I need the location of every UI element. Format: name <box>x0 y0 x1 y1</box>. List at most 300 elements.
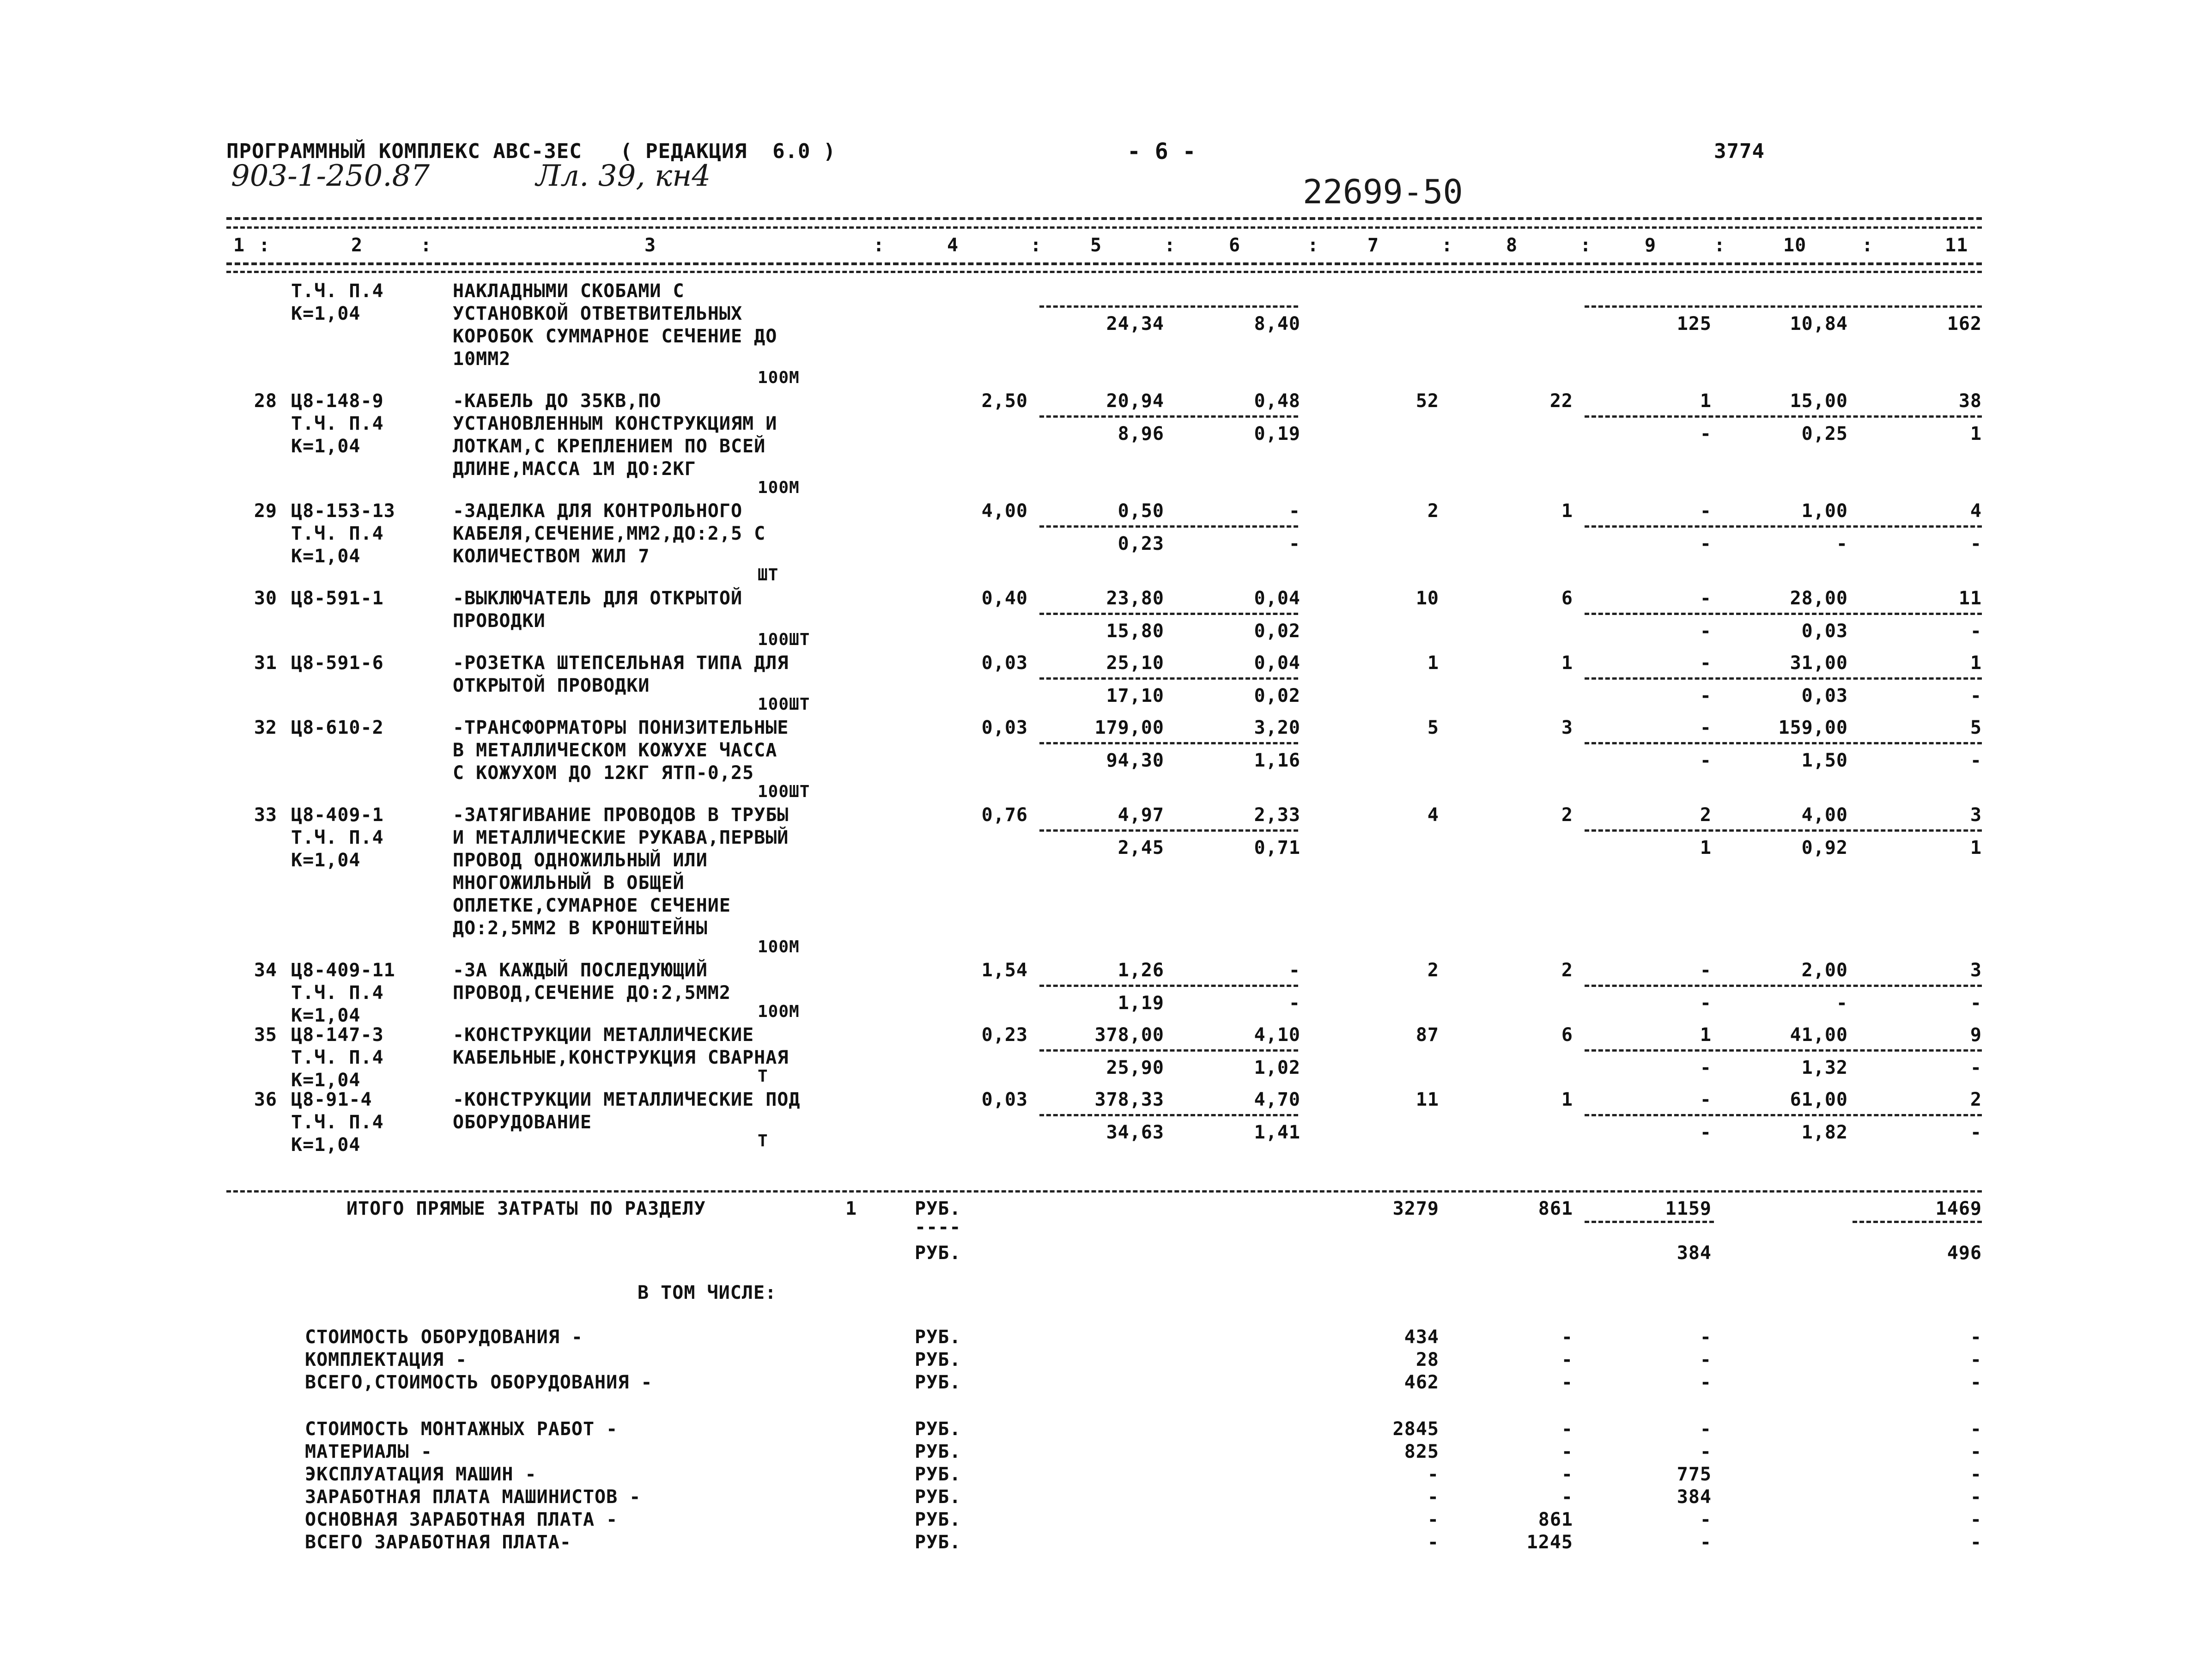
summary-c7: - <box>1427 1532 1439 1553</box>
cell-c7: 2 <box>1427 960 1439 981</box>
totals-c9: 1159 <box>1665 1198 1712 1219</box>
totals-rule <box>226 1190 1982 1193</box>
totals-c9b: 384 <box>1677 1242 1712 1264</box>
summary-label: СТОИМОСТЬ ОБОРУДОВАНИЯ - <box>305 1327 583 1348</box>
column-header-9: 9 <box>1645 235 1657 256</box>
cell-rule <box>1585 305 1982 308</box>
summary-unit: РУБ. <box>915 1464 961 1485</box>
cell-c5b: 2,45 <box>1118 837 1164 858</box>
row-code: Ц8-147-3 <box>291 1024 384 1046</box>
cell-c6b: 0,02 <box>1254 621 1300 642</box>
row-unit: 100М <box>758 937 800 956</box>
cell-c5b: 15,80 <box>1106 621 1164 642</box>
cell-c8: 22 <box>1549 390 1573 412</box>
summary-unit: РУБ. <box>915 1486 961 1508</box>
cell-c9b: - <box>1700 992 1712 1014</box>
cell-rule <box>1585 677 1982 680</box>
cell-c8: 2 <box>1561 804 1573 826</box>
cell-c5: 4,97 <box>1118 804 1164 826</box>
cell-rule <box>1039 613 1298 615</box>
cell-c9: 1 <box>1700 1024 1712 1046</box>
summary-c11: - <box>1970 1532 1982 1553</box>
cell-rule <box>1585 415 1982 418</box>
cell-c9: 2 <box>1700 804 1712 826</box>
row-description: В МЕТАЛЛИЧЕСКОМ КОЖУХЕ ЧАССА <box>453 740 778 761</box>
row-code: Ц8-610-2 <box>291 717 384 738</box>
row-unit: 100М <box>758 1002 800 1021</box>
cell-qty: 1,54 <box>981 960 1028 981</box>
column-separator: : <box>259 235 271 256</box>
cell-c5: 179,00 <box>1094 717 1164 738</box>
cell-c8: 1 <box>1561 652 1573 674</box>
summary-c7: - <box>1427 1486 1439 1508</box>
cell-c7: 1 <box>1427 652 1439 674</box>
column-header-10: 10 <box>1783 235 1807 256</box>
summary-c7: 434 <box>1404 1327 1439 1348</box>
summary-c9: - <box>1700 1532 1712 1553</box>
cell-c9b: 1 <box>1700 837 1712 858</box>
row-description: ОБОРУДОВАНИЕ <box>453 1112 592 1133</box>
cell-c5: 1,26 <box>1118 960 1164 981</box>
cell-c6: 3,20 <box>1254 717 1300 738</box>
summary-c9: 384 <box>1677 1486 1712 1508</box>
summary-c8: - <box>1561 1486 1573 1508</box>
summary-c7: - <box>1427 1464 1439 1485</box>
totals-rule <box>1853 1221 1982 1223</box>
summary-label: МАТЕРИАЛЫ - <box>305 1441 432 1462</box>
cell-c9b: - <box>1700 423 1712 444</box>
cell-c9: - <box>1700 960 1712 981</box>
row-unit: Т <box>758 1132 768 1150</box>
summary-c9: - <box>1700 1327 1712 1348</box>
row-code: Т.Ч. П.4 <box>291 1112 384 1133</box>
cell-c5b: 25,90 <box>1106 1057 1164 1078</box>
cell-c10: 1,00 <box>1801 500 1848 522</box>
cell-c6: 0,04 <box>1254 588 1300 609</box>
cell-c10b: 0,03 <box>1801 685 1848 706</box>
row-description: ПРОВОД,СЕЧЕНИЕ ДО:2,5ММ2 <box>453 982 731 1004</box>
row-code: Ц8-409-11 <box>291 960 395 981</box>
cell-c10: 15,00 <box>1790 390 1848 412</box>
cell-c10b: 0,25 <box>1801 423 1848 444</box>
column-header-4: 4 <box>947 235 959 256</box>
cell-c11b: - <box>1970 750 1982 771</box>
summary-c9: - <box>1700 1509 1712 1530</box>
row-code: Ц8-153-13 <box>291 500 395 522</box>
row-description: КАБЕЛЯ,СЕЧЕНИЕ,ММ2,ДО:2,5 С <box>453 523 766 544</box>
summary-unit: РУБ. <box>915 1509 961 1530</box>
header-rule-top <box>226 217 1982 220</box>
row-unit: Т <box>758 1067 768 1086</box>
cell-c5: 378,00 <box>1094 1024 1164 1046</box>
row-unit: 100М <box>758 478 800 497</box>
column-separator: : <box>1714 235 1726 256</box>
cell-c6b: 1,41 <box>1254 1122 1300 1143</box>
cell-c5: 20,94 <box>1106 390 1164 412</box>
row-description: НАКЛАДНЫМИ СКОБАМИ С <box>453 280 685 302</box>
cell-c5b: 17,10 <box>1106 685 1164 706</box>
cell-c9: 1 <box>1700 390 1712 412</box>
header-rule-bottom-2 <box>226 271 1982 273</box>
row-code: Т.Ч. П.4 <box>291 413 384 434</box>
column-header-6: 6 <box>1229 235 1241 256</box>
row-code: К=1,04 <box>291 1134 361 1156</box>
row-code: Ц8-148-9 <box>291 390 384 412</box>
summary-c9: - <box>1700 1441 1712 1462</box>
cell-c9b: - <box>1700 533 1712 554</box>
cell-c9b: - <box>1700 750 1712 771</box>
program-title: ПРОГРАММНЫЙ КОМПЛЕКС АВС-ЗЕС ( РЕДАКЦИЯ 6.0 ) <box>226 140 836 163</box>
handwritten-inventory-number: 22699-50 <box>1303 172 1463 211</box>
summary-label: ВСЕГО ЗАРАБОТНАЯ ПЛАТА- <box>305 1532 571 1553</box>
cell-c6b: 1,02 <box>1254 1057 1300 1078</box>
row-description: ПРОВОДКИ <box>453 610 546 632</box>
cell-c11: 5 <box>1970 717 1982 738</box>
row-description: -КОНСТРУКЦИИ МЕТАЛЛИЧЕСКИЕ <box>453 1024 754 1046</box>
row-number: 34 <box>254 960 277 981</box>
row-description: ОТКРЫТОЙ ПРОВОДКИ <box>453 675 650 696</box>
row-description: ДЛИНЕ,МАССА 1М ДО:2КГ <box>453 458 696 480</box>
column-separator: : <box>1441 235 1453 256</box>
cell-c6: - <box>1288 500 1300 522</box>
cell-c11b: - <box>1970 621 1982 642</box>
summary-c11: - <box>1970 1327 1982 1348</box>
cell-c10b: 10,84 <box>1790 313 1848 335</box>
cell-rule <box>1585 829 1982 832</box>
row-code: К=1,04 <box>291 436 361 457</box>
summary-c9: - <box>1700 1349 1712 1370</box>
summary-unit: РУБ. <box>915 1372 961 1393</box>
summary-c11: - <box>1970 1441 1982 1462</box>
cell-c9b: - <box>1700 685 1712 706</box>
cell-c10: 4,00 <box>1801 804 1848 826</box>
cell-qty: 0,40 <box>981 588 1028 609</box>
cell-c6b: - <box>1288 992 1300 1014</box>
summary-c9: 775 <box>1677 1464 1712 1485</box>
row-number: 29 <box>254 500 277 522</box>
cell-c9: - <box>1700 1089 1712 1110</box>
including-label: В ТОМ ЧИСЛЕ: <box>638 1282 777 1303</box>
summary-label: ОСНОВНАЯ ЗАРАБОТНАЯ ПЛАТА - <box>305 1509 618 1530</box>
column-separator: : <box>420 235 432 256</box>
cell-c5: 378,33 <box>1094 1089 1164 1110</box>
row-number: 30 <box>254 588 277 609</box>
summary-unit: РУБ. <box>915 1327 961 1348</box>
summary-unit: РУБ. <box>915 1441 961 1462</box>
row-description: -ТРАНСФОРМАТОРЫ ПОНИЗИТЕЛЬНЫЕ <box>453 717 789 738</box>
cell-c6: - <box>1288 960 1300 981</box>
column-header-11: 11 <box>1945 235 1968 256</box>
header-rule-bottom <box>226 262 1982 265</box>
row-description: -ЗАТЯГИВАНИЕ ПРОВОДОВ В ТРУБЫ <box>453 804 789 826</box>
row-code: К=1,04 <box>291 303 361 324</box>
cell-c9b: - <box>1700 1122 1712 1143</box>
row-description: ОПЛЕТКЕ,СУМАРНОЕ СЕЧЕНИЕ <box>453 895 731 916</box>
row-description: И МЕТАЛЛИЧЕСКИЕ РУКАВА,ПЕРВЫЙ <box>453 827 789 848</box>
summary-label: ВСЕГО,СТОИМОСТЬ ОБОРУДОВАНИЯ - <box>305 1372 653 1393</box>
cell-qty: 2,50 <box>981 390 1028 412</box>
cell-c11b: - <box>1970 992 1982 1014</box>
summary-c7: 825 <box>1404 1441 1439 1462</box>
cell-c9b: - <box>1700 621 1712 642</box>
cell-c8: 1 <box>1561 500 1573 522</box>
cell-c7: 52 <box>1415 390 1439 412</box>
cell-c10: 61,00 <box>1790 1089 1848 1110</box>
cell-c9: - <box>1700 500 1712 522</box>
totals-unit: РУБ. <box>915 1198 961 1219</box>
cell-c10b: 1,82 <box>1801 1122 1848 1143</box>
cell-c5: 0,50 <box>1118 500 1164 522</box>
cell-rule <box>1585 1049 1982 1052</box>
totals-c7: 3279 <box>1392 1198 1439 1219</box>
row-code: Т.Ч. П.4 <box>291 982 384 1004</box>
row-code: Ц8-591-6 <box>291 652 384 674</box>
row-number: 36 <box>254 1089 277 1110</box>
row-description: -ЗАДЕЛКА ДЛЯ КОНТРОЛЬНОГО <box>453 500 743 522</box>
cell-c7: 2 <box>1427 500 1439 522</box>
cell-c5b: 24,34 <box>1106 313 1164 335</box>
summary-unit: РУБ. <box>915 1532 961 1553</box>
cell-c6b: - <box>1288 533 1300 554</box>
summary-c11: - <box>1970 1509 1982 1530</box>
handwritten-sheet-note: Лл. 39, кн4 <box>536 159 711 193</box>
row-description: -КОНСТРУКЦИИ МЕТАЛЛИЧЕСКИЕ ПОД <box>453 1089 801 1110</box>
cell-rule <box>1585 985 1982 987</box>
cell-c7: 10 <box>1415 588 1439 609</box>
row-description: КОЛИЧЕСТВОМ ЖИЛ 7 <box>453 546 650 567</box>
cell-rule <box>1039 525 1298 528</box>
summary-c8: - <box>1561 1418 1573 1440</box>
header-rule-top-2 <box>226 226 1982 229</box>
summary-label: СТОИМОСТЬ МОНТАЖНЫХ РАБОТ - <box>305 1418 618 1440</box>
cell-c10: 2,00 <box>1801 960 1848 981</box>
row-description: -ВЫКЛЮЧАТЕЛЬ ДЛЯ ОТКРЫТОЙ <box>453 588 743 609</box>
row-code: К=1,04 <box>291 850 361 871</box>
summary-c8: - <box>1561 1464 1573 1485</box>
row-code: К=1,04 <box>291 546 361 567</box>
cell-c11b: - <box>1970 685 1982 706</box>
row-code: Ц8-91-4 <box>291 1089 372 1110</box>
cell-c10: 41,00 <box>1790 1024 1848 1046</box>
summary-c8: 1245 <box>1526 1532 1573 1553</box>
cell-c5: 23,80 <box>1106 588 1164 609</box>
summary-c7: 2845 <box>1392 1418 1439 1440</box>
row-number: 28 <box>254 390 277 412</box>
cell-qty: 0,76 <box>981 804 1028 826</box>
cell-c5b: 8,96 <box>1118 423 1164 444</box>
cell-c6b: 0,71 <box>1254 837 1300 858</box>
totals-label: ИТОГО ПРЯМЫЕ ЗАТРАТЫ ПО РАЗДЕЛУ <box>346 1198 706 1219</box>
summary-unit: РУБ. <box>915 1349 961 1370</box>
cell-c8: 6 <box>1561 1024 1573 1046</box>
summary-label: ЗАРАБОТНАЯ ПЛАТА МАШИНИСТОВ - <box>305 1486 641 1508</box>
cell-c7: 5 <box>1427 717 1439 738</box>
cell-c7: 87 <box>1415 1024 1439 1046</box>
cell-c11: 11 <box>1958 588 1982 609</box>
cell-c10b: 1,50 <box>1801 750 1848 771</box>
cell-c11: 3 <box>1970 804 1982 826</box>
row-description: -РОЗЕТКА ШТЕПСЕЛЬНАЯ ТИПА ДЛЯ <box>453 652 789 674</box>
row-description: С КОЖУХОМ ДО 12КГ ЯТП-0,25 <box>453 762 754 784</box>
cell-c5b: 94,30 <box>1106 750 1164 771</box>
row-description: ДО:2,5ММ2 В КРОНШТЕЙНЫ <box>453 918 708 939</box>
cell-c6b: 0,19 <box>1254 423 1300 444</box>
column-header-8: 8 <box>1506 235 1518 256</box>
column-separator: : <box>1307 235 1319 256</box>
cell-rule <box>1585 742 1982 744</box>
summary-label: КОМПЛЕКТАЦИЯ - <box>305 1349 468 1370</box>
cell-c8: 3 <box>1561 717 1573 738</box>
cell-c5: 25,10 <box>1106 652 1164 674</box>
cell-rule <box>1585 525 1982 528</box>
column-header-3: 3 <box>644 235 656 256</box>
row-description: -КАБЕЛЬ ДО 35КВ,ПО <box>453 390 662 412</box>
row-unit: 100М <box>758 368 800 387</box>
summary-label: ЭКСПЛУАТАЦИЯ МАШИН - <box>305 1464 537 1485</box>
cell-rule <box>1039 677 1298 680</box>
summary-c8: - <box>1561 1349 1573 1370</box>
cell-rule <box>1039 742 1298 744</box>
row-code: К=1,04 <box>291 1005 361 1026</box>
cell-c6b: 8,40 <box>1254 313 1300 335</box>
column-header-2: 2 <box>351 235 363 256</box>
cell-rule <box>1585 1114 1982 1116</box>
row-code: Ц8-591-1 <box>291 588 384 609</box>
summary-c11: - <box>1970 1349 1982 1370</box>
totals-c11: 1469 <box>1935 1198 1982 1219</box>
cell-c9: - <box>1700 588 1712 609</box>
row-number: 33 <box>254 804 277 826</box>
cell-c11: 9 <box>1970 1024 1982 1046</box>
row-code: Т.Ч. П.4 <box>291 1047 384 1068</box>
cell-c6: 0,04 <box>1254 652 1300 674</box>
cell-rule <box>1039 415 1298 418</box>
row-description: ЛОТКАМ,С КРЕПЛЕНИЕМ ПО ВСЕЙ <box>453 436 766 457</box>
cell-qty: 0,03 <box>981 652 1028 674</box>
cell-rule <box>1039 985 1298 987</box>
row-description: УСТАНОВЛЕННЫМ КОНСТРУКЦИЯМ И <box>453 413 778 434</box>
totals-unit-rule: ---- <box>915 1217 961 1238</box>
totals-unit2: РУБ. <box>915 1242 961 1264</box>
cell-c10: 159,00 <box>1778 717 1848 738</box>
cell-c8: 1 <box>1561 1089 1573 1110</box>
column-separator: : <box>1164 235 1176 256</box>
summary-c11: - <box>1970 1372 1982 1393</box>
cell-c8: 2 <box>1561 960 1573 981</box>
row-description: МНОГОЖИЛЬНЫЙ В ОБЩЕЙ <box>453 872 685 894</box>
summary-c7: 28 <box>1415 1349 1439 1370</box>
cell-c11b: 1 <box>1970 423 1982 444</box>
cell-c5b: 0,23 <box>1118 533 1164 554</box>
cell-c11b: - <box>1970 1122 1982 1143</box>
cell-c6: 4,70 <box>1254 1089 1300 1110</box>
cell-c11b: 1 <box>1970 837 1982 858</box>
cell-c9b: 125 <box>1677 313 1712 335</box>
cell-c11b: - <box>1970 533 1982 554</box>
totals-c8: 861 <box>1538 1198 1573 1219</box>
row-code: К=1,04 <box>291 1070 361 1091</box>
summary-c9: - <box>1700 1418 1712 1440</box>
row-unit: 100ШТ <box>758 630 810 649</box>
column-separator: : <box>873 235 885 256</box>
totals-rule <box>1585 1221 1714 1223</box>
row-description: 10ММ2 <box>453 348 511 370</box>
row-description: ПРОВОД ОДНОЖИЛЬНЫЙ ИЛИ <box>453 850 708 871</box>
column-header-5: 5 <box>1090 235 1102 256</box>
row-number: 32 <box>254 717 277 738</box>
cell-qty: 0,03 <box>981 717 1028 738</box>
summary-c11: - <box>1970 1464 1982 1485</box>
cell-c11: 1 <box>1970 652 1982 674</box>
summary-c8: - <box>1561 1372 1573 1393</box>
cell-c5b: 34,63 <box>1106 1122 1164 1143</box>
cell-c6b: 1,16 <box>1254 750 1300 771</box>
row-code: Т.Ч. П.4 <box>291 280 384 302</box>
cell-c11: 38 <box>1958 390 1982 412</box>
summary-c9: - <box>1700 1372 1712 1393</box>
summary-c7: - <box>1427 1509 1439 1530</box>
row-description: КОРОБОК СУММАРНОЕ СЕЧЕНИЕ ДО <box>453 326 778 347</box>
cell-c9: - <box>1700 652 1712 674</box>
cell-rule <box>1039 305 1298 308</box>
cell-qty: 4,00 <box>981 500 1028 522</box>
summary-c8: 861 <box>1538 1509 1573 1530</box>
cell-c8: 6 <box>1561 588 1573 609</box>
summary-c11: - <box>1970 1486 1982 1508</box>
row-unit: 100ШТ <box>758 695 810 714</box>
cell-c11b: 162 <box>1947 313 1982 335</box>
column-separator: : <box>1862 235 1874 256</box>
cell-c10b: 0,92 <box>1801 837 1848 858</box>
cell-c11: 3 <box>1970 960 1982 981</box>
cell-c10b: 0,03 <box>1801 621 1848 642</box>
summary-c7: 462 <box>1404 1372 1439 1393</box>
row-code: Ц8-409-1 <box>291 804 384 826</box>
cell-c10: 28,00 <box>1790 588 1848 609</box>
column-separator: : <box>1030 235 1042 256</box>
row-unit: 100ШТ <box>758 782 810 801</box>
summary-c8: - <box>1561 1327 1573 1348</box>
cell-c9: - <box>1700 717 1712 738</box>
page-number: - 6 - <box>1127 139 1197 164</box>
row-unit: ШТ <box>758 566 779 584</box>
cell-qty: 0,03 <box>981 1089 1028 1110</box>
row-description: -ЗА КАЖДЫЙ ПОСЛЕДУЮЩИЙ <box>453 960 708 981</box>
row-description: КАБЕЛЬНЫЕ,КОНСТРУКЦИЯ СВАРНАЯ <box>453 1047 789 1068</box>
row-number: 31 <box>254 652 277 674</box>
row-description: УСТАНОВКОЙ ОТВЕТВИТЕЛЬНЫХ <box>453 303 743 324</box>
document-code: 3774 <box>1714 140 1765 163</box>
cell-rule <box>1039 829 1298 832</box>
row-code: Т.Ч. П.4 <box>291 827 384 848</box>
row-number: 35 <box>254 1024 277 1046</box>
cell-c11b: - <box>1970 1057 1982 1078</box>
cell-rule <box>1039 1114 1298 1116</box>
cell-rule <box>1039 1049 1298 1052</box>
summary-c11: - <box>1970 1418 1982 1440</box>
column-header-1: 1 <box>233 235 245 256</box>
cell-c7: 4 <box>1427 804 1439 826</box>
cell-c5b: 1,19 <box>1118 992 1164 1014</box>
column-separator: : <box>1580 235 1592 256</box>
cell-c10b: - <box>1836 992 1848 1014</box>
cell-c10b: - <box>1836 533 1848 554</box>
summary-c8: - <box>1561 1441 1573 1462</box>
cell-c11: 4 <box>1970 500 1982 522</box>
cell-c6: 4,10 <box>1254 1024 1300 1046</box>
cell-c11: 2 <box>1970 1089 1982 1110</box>
cell-c10: 31,00 <box>1790 652 1848 674</box>
